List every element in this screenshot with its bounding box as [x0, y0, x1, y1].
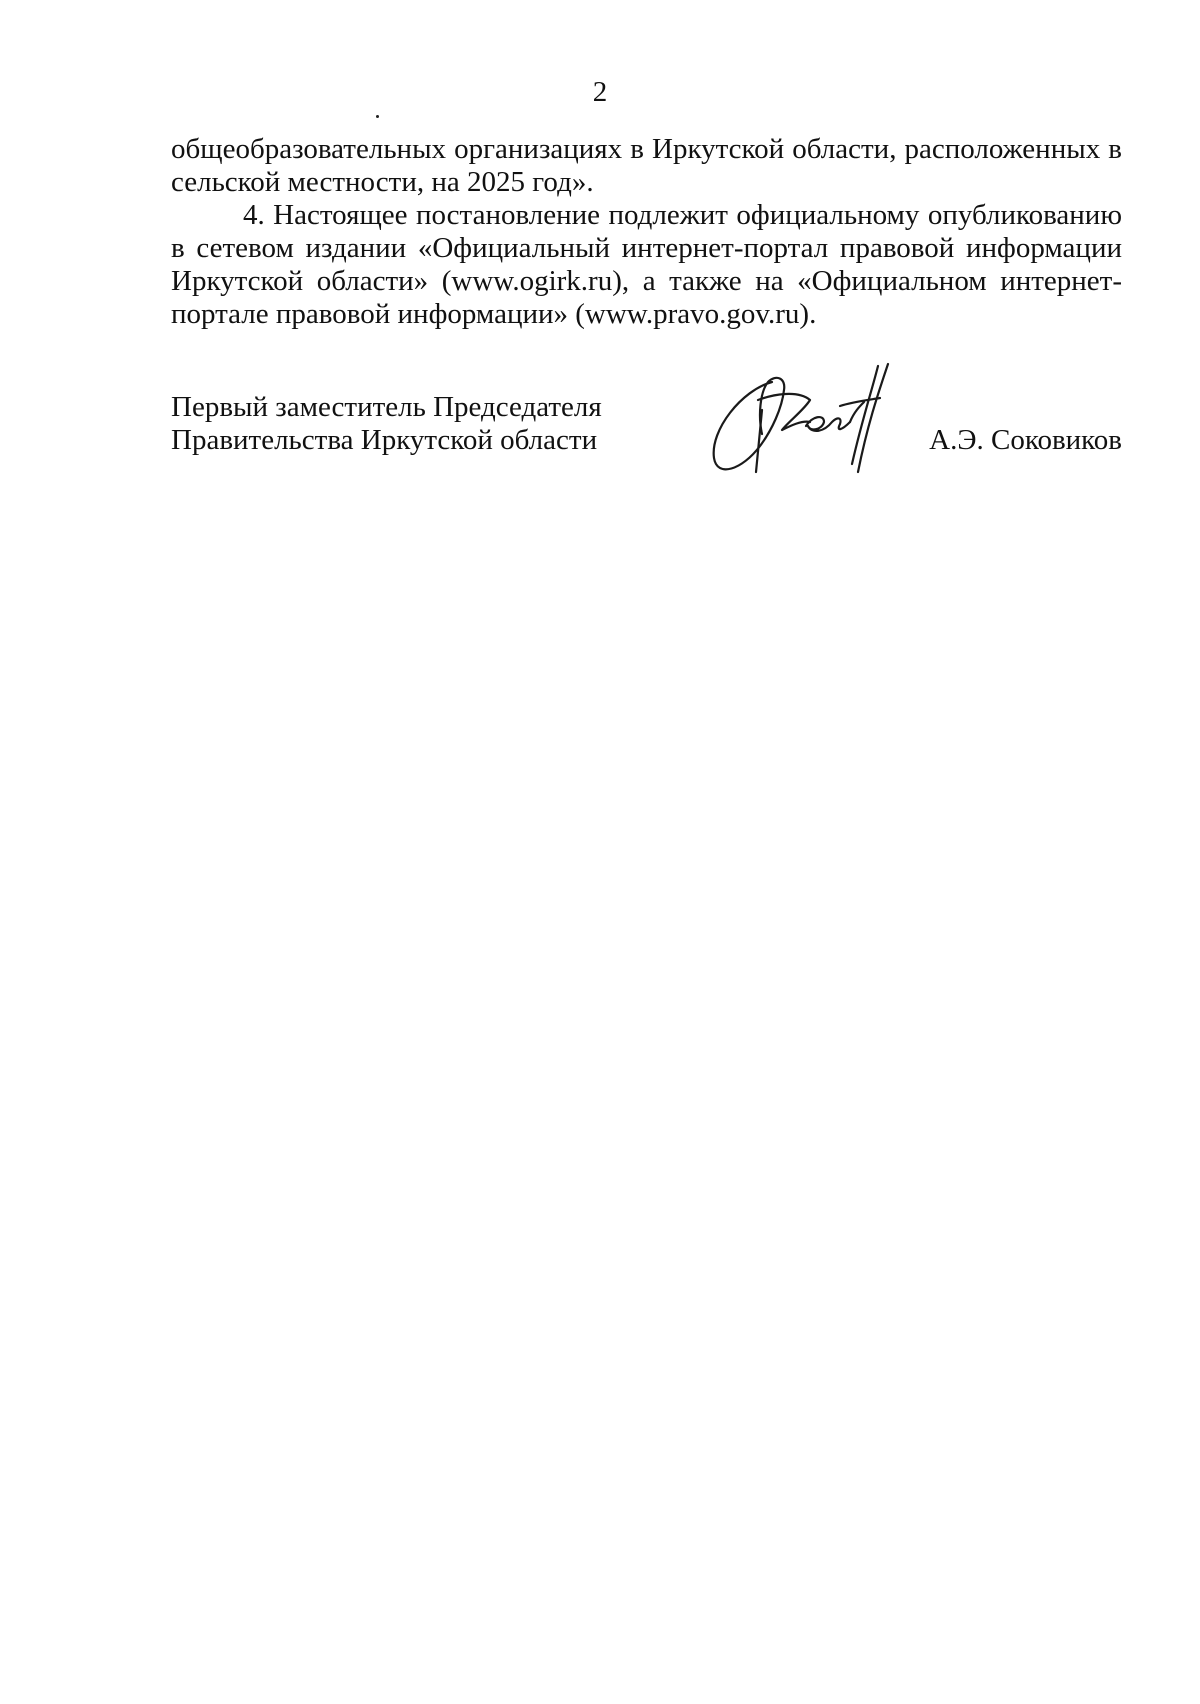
document-body — [171, 133, 1122, 331]
scan-speck — [376, 115, 379, 118]
signature-stroke — [806, 417, 850, 431]
signatory-name: А.Э. Соковиков — [929, 424, 1122, 456]
signature-stroke — [852, 366, 878, 464]
handwritten-signature-icon — [702, 360, 922, 480]
paragraph-4 — [171, 199, 1122, 331]
signature-stroke — [714, 378, 785, 469]
text-line: в сетевом издании «Официальный интернет-портал правовой информации — [171, 232, 1122, 264]
text-line: общеобразовательных организациях в Иркутской области, расположенных в — [171, 133, 1122, 165]
position-line: Первый заместитель Председателя — [171, 391, 602, 423]
text-line: портале правовой информации» (www.pravo.gov.ru). — [171, 298, 817, 330]
page-number: 2 — [592, 76, 608, 108]
paragraph-continuation — [171, 133, 1122, 199]
signature-stroke — [758, 394, 810, 430]
signature-stroke — [850, 402, 864, 422]
signatory-position — [171, 391, 602, 457]
position-line: Правительства Иркутской области — [171, 424, 598, 456]
text-line: Иркутской области» (www.ogirk.ru), а также на «Официальном интернет- — [171, 265, 1122, 297]
text-line: сельской местности, на 2025 год». — [171, 166, 594, 198]
text-line: 4. Настоящее постановление подлежит официальному опубликованию — [243, 199, 1122, 231]
